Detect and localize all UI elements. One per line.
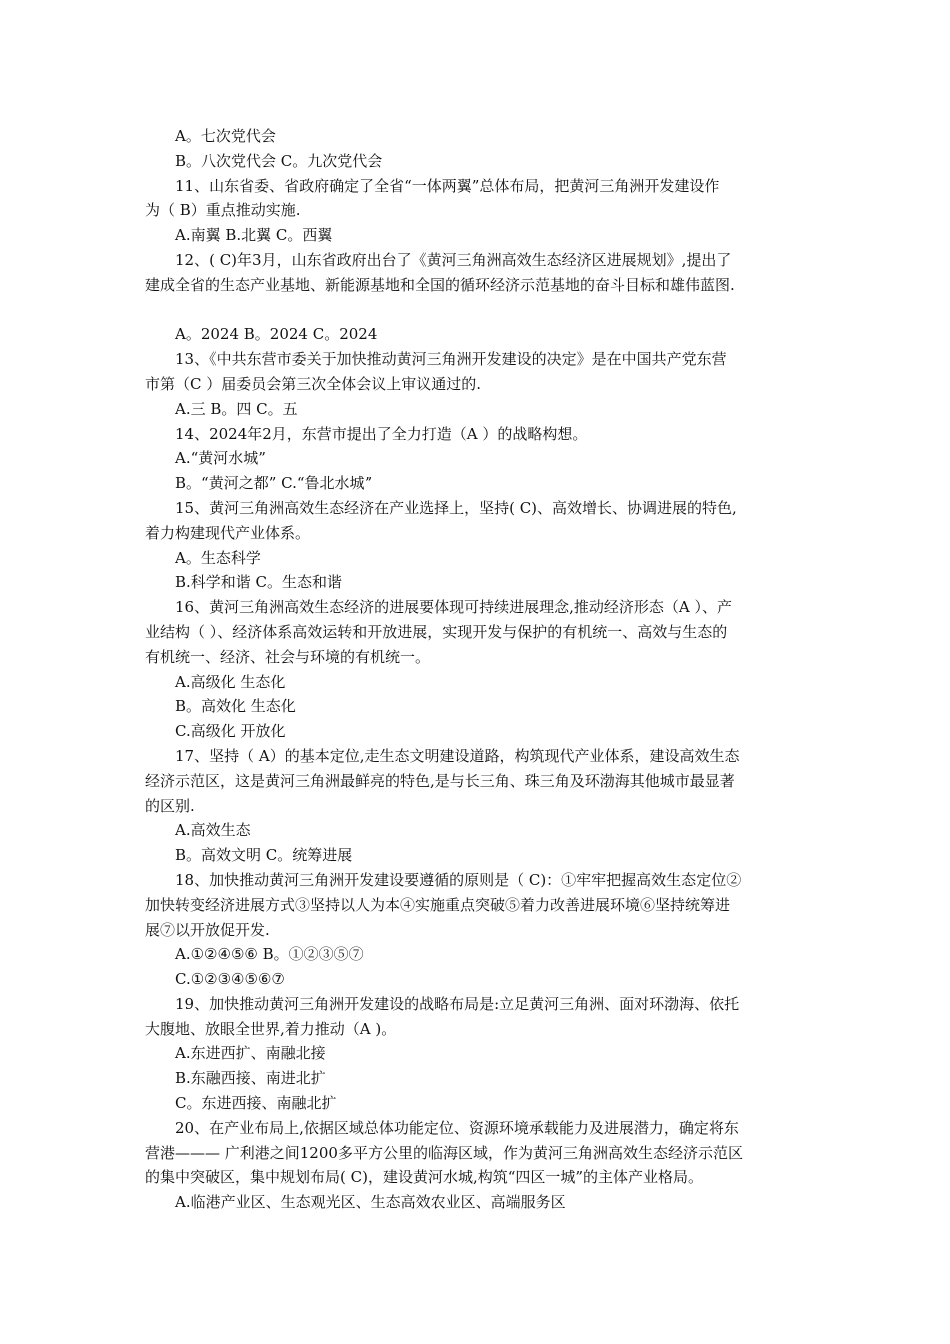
- text-line: 着力构建现代产业体系。: [145, 523, 311, 542]
- text-line: A.“黄河水城”: [175, 449, 266, 468]
- text-line: A.高效生态: [175, 821, 251, 840]
- text-line: A.临港产业区、生态观光区、生态高效农业区、高端服务区: [175, 1193, 566, 1212]
- text-line: 的区别.: [145, 796, 195, 815]
- text-line: B。高效文明 C。统筹进展: [175, 846, 353, 865]
- text-line: 18、加快推动黄河三角洲开发建设要遵循的原则是（ C)：①牢牢把握高效生态定位②: [175, 870, 742, 889]
- text-line: A.南翼 B.北翼 C。西翼: [175, 226, 333, 245]
- text-line: 15、黄河三角洲高效生态经济在产业选择上，坚持( C)、高效增长、协调进展的特色,: [175, 498, 737, 517]
- text-line: 大腹地、放眼全世界,着力推动（A )。: [145, 1019, 397, 1038]
- text-line: B.东融西接、南进北扩: [175, 1069, 326, 1088]
- text-line: 的集中突破区，集中规划布局( C)，建设黄河水城,构筑“四区一城”的主体产业格局。: [145, 1168, 704, 1187]
- text-line: 14、2024年2月，东营市提出了全力打造（A ）的战略构想。: [175, 424, 588, 443]
- text-line: A.东进西扩、南融北接: [175, 1044, 326, 1063]
- text-line: 加快转变经济进展方式③坚持以人为本④实施重点突破⑤着力改善进展环境⑥坚持统筹进: [145, 895, 731, 914]
- text-line: 19、加快推动黄河三角洲开发建设的战略布局是:立足黄河三角洲、面对环渤海、依托: [175, 994, 740, 1013]
- blank-line: [145, 298, 813, 323]
- text-line: 经济示范区，这是黄河三角洲最鲜亮的特色,是与长三角、珠三角及环渤海其他城市最显著: [145, 771, 735, 790]
- text-line: 营港——— 广利港之间1200多平方公里的临海区域，作为黄河三角洲高效生态经济示范区: [145, 1143, 743, 1162]
- text-line: 为（ B）重点推动实施.: [145, 201, 301, 220]
- text-line: 建成全省的生态产业基地、新能源基地和全国的循环经济示范基地的奋斗目标和雄伟蓝图.: [145, 275, 735, 294]
- text-line: B.科学和谐 C。生态和谐: [175, 573, 343, 592]
- text-line: A。生态科学: [175, 548, 261, 567]
- text-line: B。高效化 生态化: [175, 697, 296, 716]
- text-line: A.①②④⑤⑥ B。①②③⑤⑦: [175, 945, 364, 964]
- text-line: A.高级化 生态化: [175, 672, 286, 691]
- text-line: C。东进西接、南融北扩: [175, 1094, 337, 1113]
- text-line: A.三 B。四 C。五: [175, 399, 298, 418]
- text-line: 有机统一、经济、社会与环境的有机统一。: [145, 647, 431, 666]
- text-line: C.①②③④⑤⑥⑦: [175, 970, 285, 989]
- text-line: C.高级化 开放化: [175, 722, 286, 741]
- document-page: [145, 124, 813, 1215]
- text-line: 13、《中共东营市委关于加快推动黄河三角洲开发建设的决定》是在中国共产党东营: [175, 350, 727, 369]
- text-line: 业结构（ ）、经济体系高效运转和开放进展，实现开发与保护的有机统一、高效与生态的: [145, 622, 728, 641]
- text-line: A。七次党代会: [175, 127, 276, 145]
- text-line: 17、坚持（ A）的基本定位,走生态文明建设道路，构筑现代产业体系，建设高效生态: [175, 746, 740, 765]
- text-line: B。八次党代会 C。九次党代会: [175, 151, 383, 170]
- text-line: 20、在产业布局上,依据区域总体功能定位、资源环境承载能力及进展潜力，确定将东: [175, 1118, 739, 1137]
- text-line: B。“黄河之都” C.“鲁北水城ˮ: [175, 474, 372, 493]
- text-line: 12、( C)年3月，山东省政府出台了《黄河三角洲高效生态经济区进展规划》,提出了: [175, 250, 732, 269]
- text-line: 16、黄河三角洲高效生态经济的进展要体现可持续进展理念,推动经济形态（A ）、产: [175, 598, 732, 617]
- text-line: 市第（C ）届委员会第三次全体会议上审议通过的.: [145, 374, 482, 393]
- text-line: A。2024 B。2024 C。2024: [175, 325, 378, 344]
- text-line: 11、山东省委、省政府确定了全省“一体两翼”总体布局，把黄河三角洲开发建设作: [175, 176, 720, 195]
- text-line: 展⑦以开放促开发.: [145, 920, 270, 939]
